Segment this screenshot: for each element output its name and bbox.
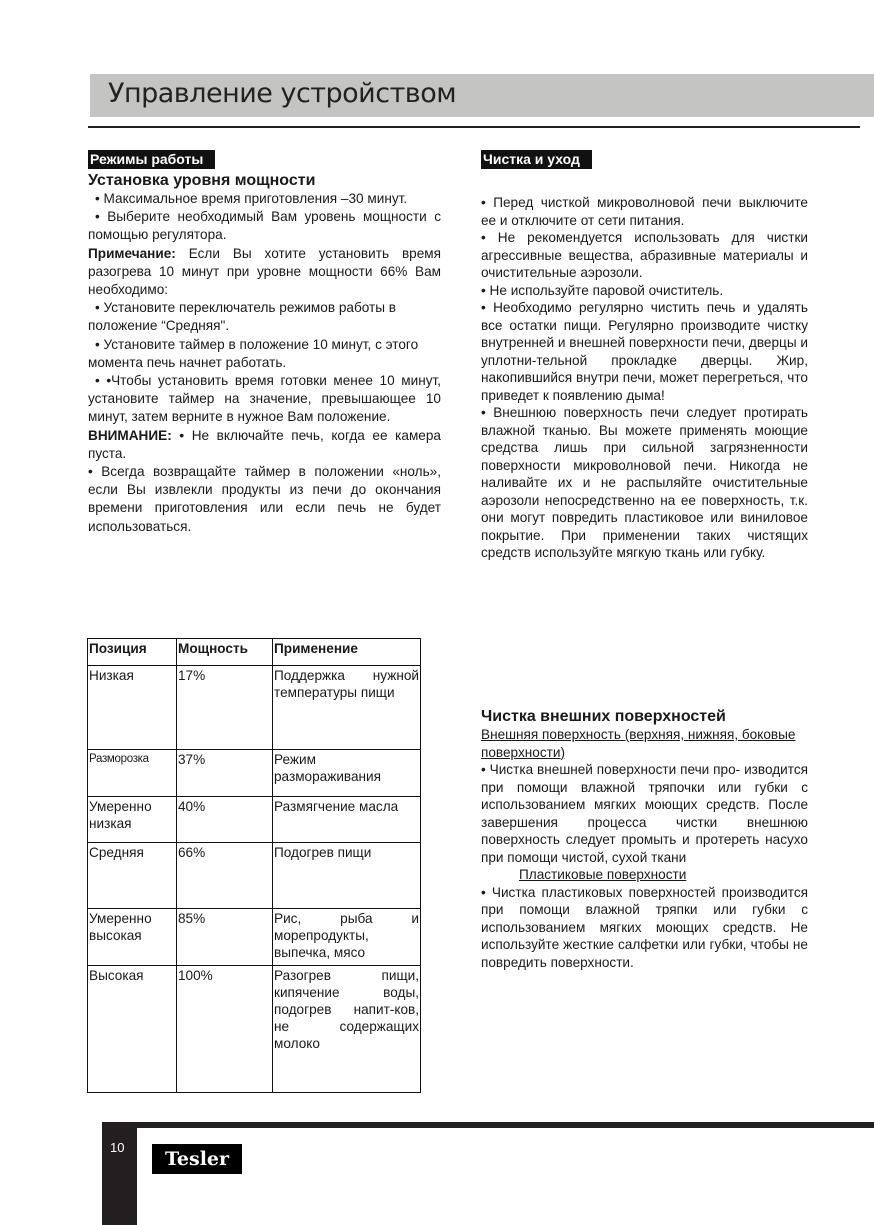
cell-power: 100% (177, 966, 273, 1093)
footer-bar (102, 1122, 874, 1128)
header-rule (88, 126, 860, 128)
exterior-heading: Внешняя поверхность (верхняя, нижняя, боковые поверхности) (481, 727, 796, 760)
warning-paragraph (88, 427, 441, 463)
right-column (481, 194, 808, 562)
cell-power: 85% (177, 909, 273, 966)
power-table (87, 638, 421, 1093)
table-row (88, 797, 421, 843)
paragraph: • Не используйте паровой очиститель. (481, 282, 724, 298)
table-header-row (88, 639, 421, 666)
section-label-cleaning: Чистка и уход (481, 150, 592, 169)
section-label-modes: Режимы работы (88, 150, 215, 169)
paragraph: • Установите таймер в положение 10 минут, с этого момента печь начнет работать. (88, 336, 419, 370)
cell-position: Умеренно низкая (88, 797, 177, 843)
brand-logo: Tesler (152, 1144, 242, 1174)
subtitle-exterior-cleaning: Чистка внешних поверхностей (481, 708, 726, 725)
cell-use: Подогрев пищи (273, 843, 421, 909)
table-row (88, 750, 421, 797)
cell-position: Средняя (88, 843, 177, 909)
cell-use: Режим размораживания (273, 750, 421, 797)
cell-position: Низкая (88, 666, 177, 750)
subtitle-power-level: Установка уровня мощности (88, 172, 316, 189)
paragraph: • Перед чисткой микроволновой печи выключите ее и отключите от сети питания. (481, 195, 808, 228)
plastic-heading (481, 866, 808, 884)
cell-power: 37% (177, 750, 273, 797)
cell-use: Разогрев пищи, кипячение воды, подогрев напит-ков, не содержащих молоко (273, 966, 421, 1093)
table-row (88, 909, 421, 966)
note-text: Если Вы хотите установить время разогрева 10 минут при уровне мощности 66% Вам необходимо: (88, 245, 441, 298)
paragraph: • Установите переключатель режимов работы в положение “Средняя". (88, 300, 396, 334)
warning-label: ВНИМАНИЕ: (88, 427, 172, 443)
column-header: Мощность (177, 639, 273, 666)
column-header: Применение (273, 639, 421, 666)
cell-power: 17% (177, 666, 273, 750)
paragraph: • Необходимо регулярно чистить печь и удалять все остатки пищи. Регулярно производите чистку внутренней и внешней поверхности печи, дверцы и уплотни-тельной прокладке дверцы. Жир, накопившийся внутри печи, может перегреться, что приведет к появлению дыма! (481, 300, 808, 403)
cell-position: Высокая (88, 966, 177, 1093)
column-header: Позиция (88, 639, 177, 666)
table-row (88, 666, 421, 750)
paragraph: • Внешнюю поверхность печи следует протирать влажной тканью. Вы можете применять моющие средства лишь при сильной загрязненности поверхности микроволновой печи. Никогда не наливайте их и не распыляйте очистительные аэрозоли непосредственно на ее поверхность, т.к. они могут повредить пластиковое или виниловое покрытие. При применении таких чистящих средств используйте мягкую ткань или губку. (481, 405, 808, 560)
cell-power: 40% (177, 797, 273, 843)
paragraph: • Не рекомендуется использовать для чистки агрессивные вещества, абразивные материалы и очистительные аэрозоли. (481, 230, 808, 280)
cell-power: 66% (177, 843, 273, 909)
cell-use: Размягчение масла (273, 797, 421, 843)
page-number: 10 (110, 1140, 125, 1155)
left-column (88, 172, 441, 536)
plastic-heading-text: Пластиковые поверхности (519, 867, 687, 882)
table-row (88, 843, 421, 909)
cell-position: Разморозка (88, 750, 177, 797)
table-row (88, 966, 421, 1093)
note-paragraph (88, 245, 441, 300)
cell-position: Умеренно высокая (88, 909, 177, 966)
paragraph: • Чистка пластиковых поверхностей производится при помощи влажной тряпки или губки с использованием мягких моющих средств. Не используйте жесткие салфетки или губки, чтобы не повредить поверхности. (481, 884, 808, 970)
paragraph: • •Чтобы установить время готовки менее 10 минут, установите таймер на значение, превышающее 10 минут, затем верните в нужное Вам положение. (88, 373, 441, 425)
note-label: Примечание: (88, 245, 176, 261)
paragraph: • Всегда возвращайте таймер в положении «ноль», если Вы извлекли продукты из печи до окончания времени приготовления или если печь не будет использоваться. (88, 464, 441, 534)
paragraph: • Максимальное время приготовления –30 минут. (95, 191, 408, 206)
cell-use: Рис, рыба и морепродукты, выпечка, мясо (273, 909, 421, 966)
page-title: Управление устройством (108, 78, 457, 109)
paragraph: • Выберите необходимый Вам уровень мощности с помощью регулятора. (88, 209, 441, 243)
footer-side-bar (102, 1122, 137, 1225)
cell-use: Поддержка нужной температуры пищи (273, 666, 421, 750)
warning-text: • Не включайте печь, когда ее камера пуста. (88, 427, 441, 461)
paragraph: • Чистка внешней поверхности печи про- изводится при помощи влажной тряпочки или губки с использованием мягких моющих средств. После завершения процесса чистки внешнюю поверхность следует промыть и протереть насухо при помощи чистой, сухой ткани (481, 762, 808, 865)
exterior-cleaning-section (481, 708, 808, 971)
